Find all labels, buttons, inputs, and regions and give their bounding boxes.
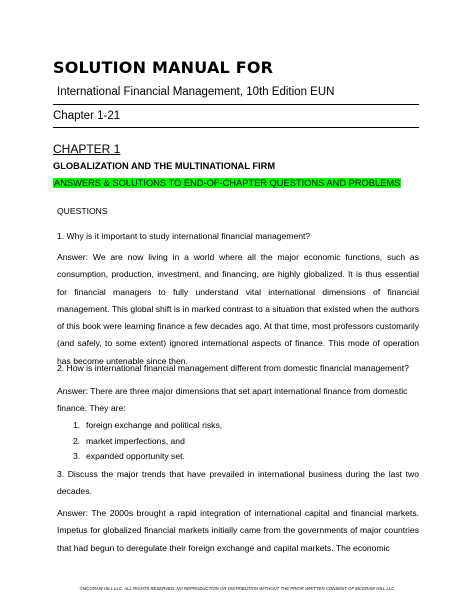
chapter-range: Chapter 1-21: [53, 110, 121, 122]
answer-line: for financial managers to fully understand vital international dimensions of financial: [57, 286, 419, 297]
answer-line: Answer: We are now living in a world where all the major economic functions, such as: [57, 252, 419, 262]
chapter-title: GLOBALIZATION AND THE MULTINATIONAL FIRM: [53, 161, 276, 171]
chapter-heading: CHAPTER 1: [53, 142, 121, 156]
answers-banner: ANSWERS & SOLUTIONS TO END-OF-CHAPTER QUESTIONS AND PROBLEMS: [54, 178, 401, 188]
section-label: QUESTIONS: [57, 206, 108, 216]
question-2: 2. How is international financial management different from domestic financial management?: [57, 363, 409, 373]
question-line: 3. Discuss the major trends that have prevailed in international business during the last two: [57, 469, 419, 479]
answer-line: Answer: The 2000s brought a rapid integration of international capital and financial markets.: [57, 508, 419, 518]
question-1: 1. Why is it important to study international financial management?: [57, 231, 311, 241]
list-item: 3. expanded opportunity set.: [73, 451, 185, 461]
answer-line: Impetus for globalized financial markets initially came from the governments of major countries: [57, 525, 419, 536]
answer-line: (and safely, to some extent) ignored international aspects of finance. This mode of operation: [57, 338, 419, 349]
list-item: 2. market imperfections, and: [73, 435, 185, 446]
answer-1: [57, 249, 419, 370]
answer-line: has become untenable since then.: [57, 355, 188, 366]
dimensions-list: [73, 418, 222, 465]
answer-line: management. This global shift is in marked contrast to a situation that existed when the authors: [57, 303, 419, 314]
document-title: SOLUTION MANUAL FOR: [53, 58, 274, 77]
answer-line: that had begun to deregulate their foreign exchange and capital markets. The economic: [57, 542, 390, 553]
answer-2: [57, 383, 419, 418]
question-3: [57, 466, 419, 501]
answer-line: consumption, production, investment, and financing, are highly globalized. It is thus essential: [57, 269, 419, 280]
list-item: 1. foreign exchange and political risks,: [73, 420, 223, 430]
answer-line: Answer: There are three major dimensions that set apart international finance from domestic: [57, 386, 408, 396]
title-divider: [53, 104, 419, 105]
book-subtitle: International Financial Management, 10th Edition EUN: [57, 86, 335, 98]
answer-line: of this book were learning finance a few decades ago. At that time, most professors customarily: [57, 321, 420, 332]
answer-line: finance. They are:: [57, 403, 126, 414]
copyright-footer: ©MCGRAW HILL LLC. ALL RIGHTS RESERVED. NO REPRODUCTION OR DISTRIBUTION WITHOUT THE PRIOR WRITTEN CONSENT OF MCGRAW HILL LLC: [79, 586, 395, 591]
question-line: decades.: [57, 486, 92, 497]
answer-3: [57, 505, 419, 557]
chapter-divider: [53, 127, 419, 128]
